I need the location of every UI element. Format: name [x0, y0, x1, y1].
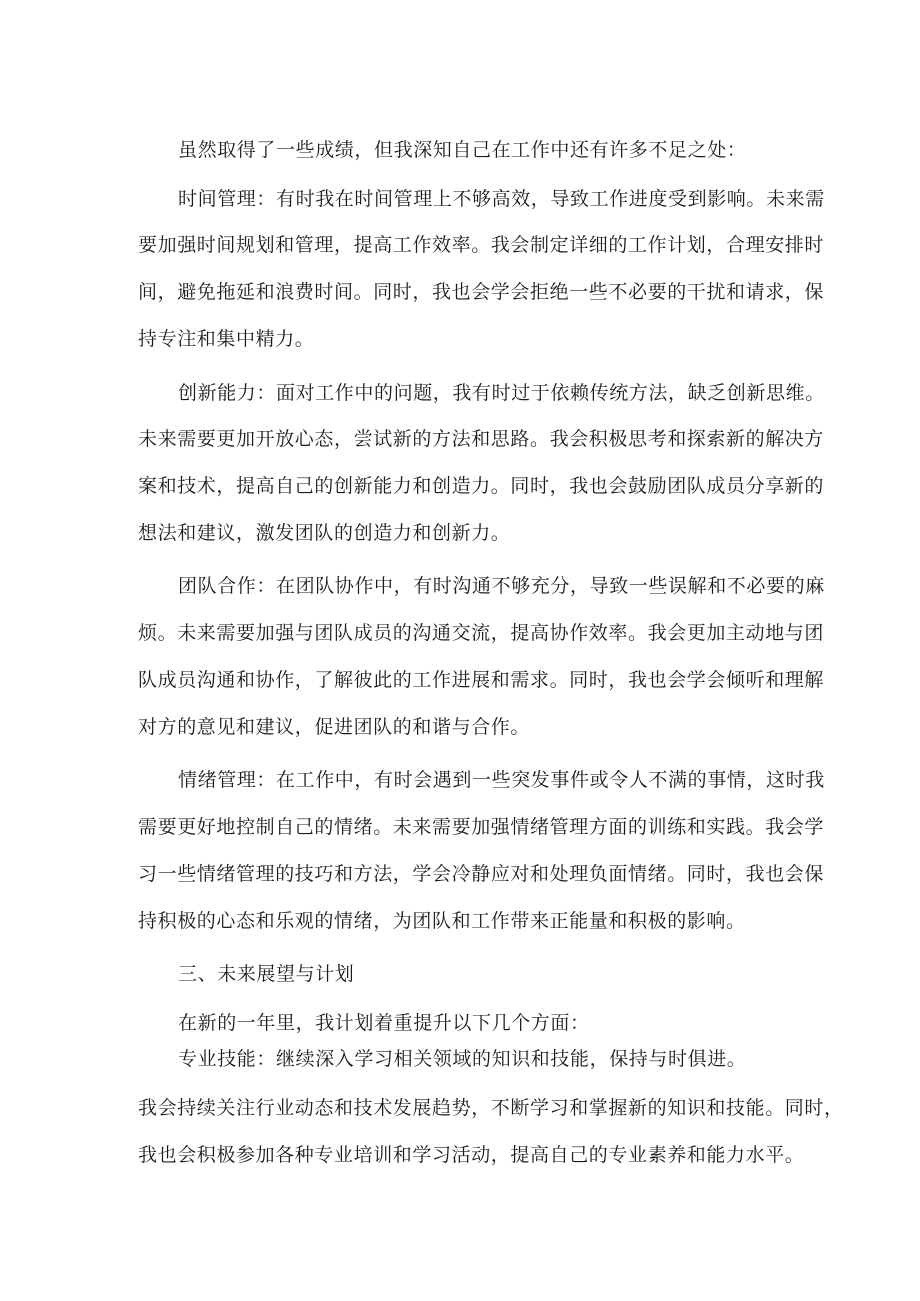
section-heading: 三、未来展望与计划 — [178, 963, 355, 985]
paragraph-emotion-line-3: 习一些情绪管理的技巧和方法，学会冷静应对和处理负面情绪。同时，我也会保 — [138, 863, 825, 885]
paragraph-emotion-line-2: 需要更好地控制自己的情绪。未来需要加强情绪管理方面的训练和实践。我会学 — [138, 816, 825, 838]
paragraph-skills-line-1: 专业技能：继续深入学习相关领域的知识和技能，保持与时俱进。 — [178, 1048, 747, 1070]
paragraph-plan-intro: 在新的一年里，我计划着重提升以下几个方面： — [178, 1012, 590, 1034]
paragraph-teamwork-line-2: 烦。未来需要加强与团队成员的沟通交流，提高协作效率。我会更加主动地与团 — [138, 622, 825, 644]
paragraph-innovation-line-1: 创新能力：面对工作中的问题，我有时过于依赖传统方法，缺乏创新思维。 — [178, 382, 825, 404]
paragraph-innovation-line-3: 案和技术，提高自己的创新能力和创造力。同时，我也会鼓励团队成员分享新的 — [138, 475, 825, 497]
paragraph-emotion-line-4: 持积极的心态和乐观的情绪，为团队和工作带来正能量和积极的影响。 — [138, 910, 746, 932]
paragraph-teamwork-line-1: 团队合作：在团队协作中，有时沟通不够充分，导致一些误解和不必要的麻 — [178, 575, 825, 597]
paragraph-innovation-line-4: 想法和建议，激发团队的创造力和创新力。 — [138, 522, 511, 544]
paragraph-skills-line-2: 我会持续关注行业动态和技术发展趋势，不断学习和掌握新的知识和技能。同时， — [138, 1097, 844, 1119]
paragraph-time-management-line-2: 要加强时间规划和管理，提高工作效率。我会制定详细的工作计划，合理安排时 — [138, 234, 825, 256]
paragraph-emotion-line-1: 情绪管理：在工作中，有时会遇到一些突发事件或令人不满的事情，这时我 — [178, 769, 825, 791]
paragraph-teamwork-line-4: 对方的意见和建议，促进团队的和谐与合作。 — [138, 716, 531, 738]
paragraph-time-management-line-4: 持专注和集中精力。 — [138, 328, 315, 350]
paragraph-time-management-line-3: 间，避免拖延和浪费时间。同时，我也会学会拒绝一些不必要的干扰和请求，保 — [138, 281, 825, 303]
paragraph-skills-line-3: 我也会积极参加各种专业培训和学习活动，提高自己的专业素养和能力水平。 — [138, 1144, 805, 1166]
paragraph-teamwork-line-3: 队成员沟通和协作，了解彼此的工作进展和需求。同时，我也会学会倾听和理解 — [138, 669, 825, 691]
paragraph-time-management-line-1: 时间管理：有时我在时间管理上不够高效，导致工作进度受到影响。未来需 — [178, 188, 825, 210]
paragraph-innovation-line-2: 未来需要更加开放心态，尝试新的方法和思路。我会积极思考和探索新的解决方 — [138, 428, 825, 450]
paragraph-intro: 虽然取得了一些成绩，但我深知自己在工作中还有许多不足之处： — [178, 139, 747, 161]
